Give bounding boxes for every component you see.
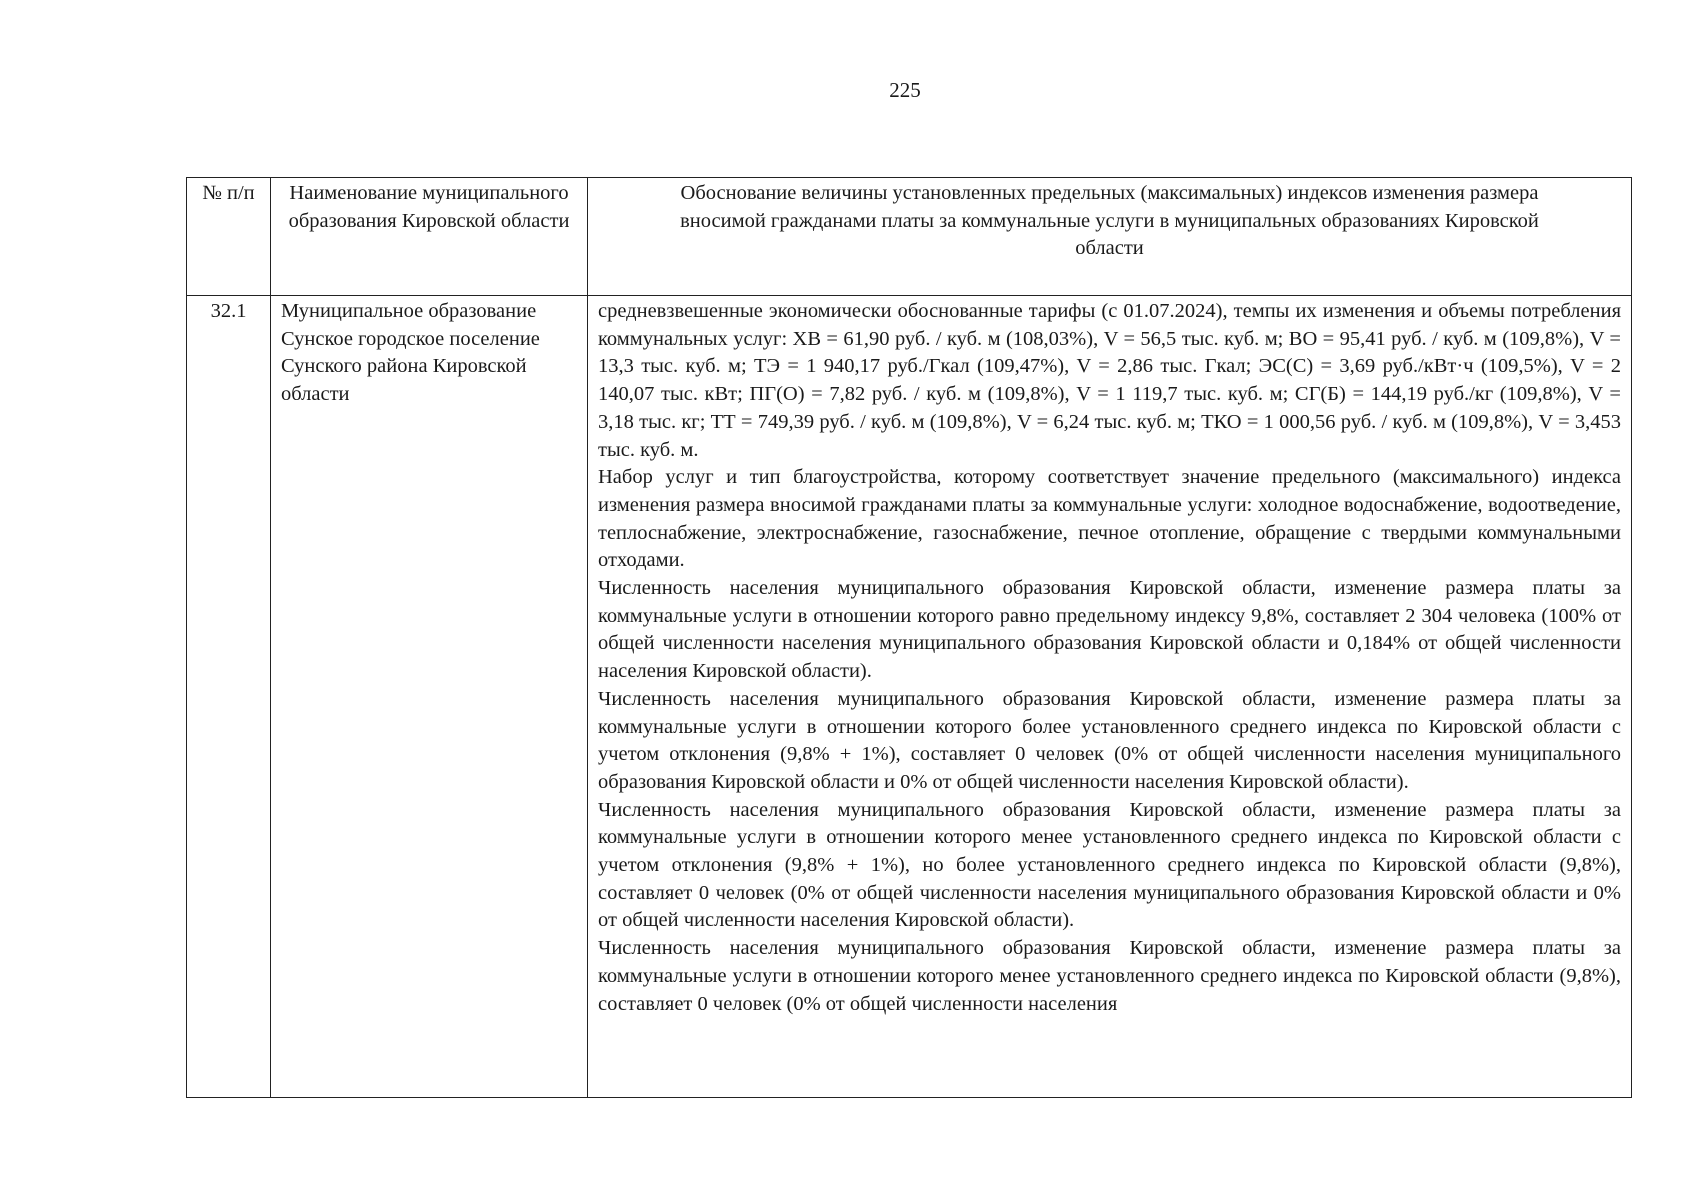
header-number: № п/п: [187, 178, 271, 296]
justification-paragraph-tariffs: средневзвешенные экономически обоснованные тарифы (с 01.07.2024), темпы их изменения и объемы потребления коммунальных услуг: ХВ = 61,90 руб. / куб. м (108,03%), V = 56,5 тыс. куб. м; ВО = 95,41 руб. / куб. м (109,8%), V = 13,3 тыс. куб. м; ТЭ = 1 940,17 руб./Гкал (109,47%), V = 2,86 тыс. Гкал; ЭС(С) = 3,69 руб./кВт·ч (109,5%), V = 2 140,07 тыс. кВт; ПГ(О) = 7,82 руб. / куб. м (109,8%), V = 1 119,7 тыс. куб. м; СГ(Б) = 144,19 руб./кг (109,8%), V = 3,18 тыс. кг; ТТ = 749,39 руб. / куб. м (109,8%), V = 6,24 тыс. куб. м; ТКО = 1 000,56 руб. / куб. м (109,8%), V = 3,453 тыс. куб. м.: [598, 300, 1621, 461]
table-header-row: [187, 178, 1632, 296]
justification-paragraph-population-between: Численность населения муниципального образования Кировской области, изменение размера платы за коммунальные услуги в отношении которого менее установленного среднего индекса по Кировской области с учетом отклонения (9,8% + 1%), но более установленного среднего индекса по Кировской области (9,8%), составляет 0 человек (0% от общей численности населения муниципального образования Кировской области и 0% от общей численности населения Кировской области).: [598, 798, 1621, 932]
justification-paragraph-population-equal: Численность населения муниципального образования Кировской области, изменение размера платы за коммунальные услуги в отношении которого равно предельному индексу 9,8%, составляет 2 304 человека (100% от общей численности населения муниципального образования Кировской области и 0,184% от общей численности населения Кировской области).: [598, 577, 1621, 683]
header-justification: Обоснование величины установленных предельных (максимальных) индексов изменения размера вносимой гражданами платы за коммунальные услуги в муниципальных образованиях Кировской области: [588, 178, 1632, 296]
row-municipality-name: Муниципальное образование Сунское городское поселение Сунского района Кировской области: [271, 296, 588, 1098]
row-justification: [588, 296, 1632, 1098]
page-number: 225: [889, 78, 921, 102]
row-number: 32.1: [187, 296, 271, 1098]
table-row: [187, 296, 1632, 1098]
justification-paragraph-services: Набор услуг и тип благоустройства, которому соответствует значение предельного (максимального) индекса изменения размера вносимой гражданами платы за коммунальные услуги: холодное водоснабжение, водоотведение, теплоснабжение, электроснабжение, газоснабжение, печное отопление, обращение с твердыми коммунальными отходами.: [598, 466, 1621, 572]
header-municipality-name: Наименование муниципального образования Кировской области: [271, 178, 588, 296]
justification-paragraph-population-above: Численность населения муниципального образования Кировской области, изменение размера платы за коммунальные услуги в отношении которого более установленного среднего индекса по Кировской области с учетом отклонения (9,8% + 1%), составляет 0 человек (0% от общей численности населения муниципального образования Кировской области и 0% от общей численности населения Кировской области).: [598, 687, 1621, 793]
justification-table: [186, 177, 1632, 1098]
justification-paragraph-population-below: Численность населения муниципального образования Кировской области, изменение размера платы за коммунальные услуги в отношении которого менее установленного среднего индекса по Кировской области (9,8%), составляет 0 человек (0% от общей численности населения: [598, 937, 1621, 1015]
